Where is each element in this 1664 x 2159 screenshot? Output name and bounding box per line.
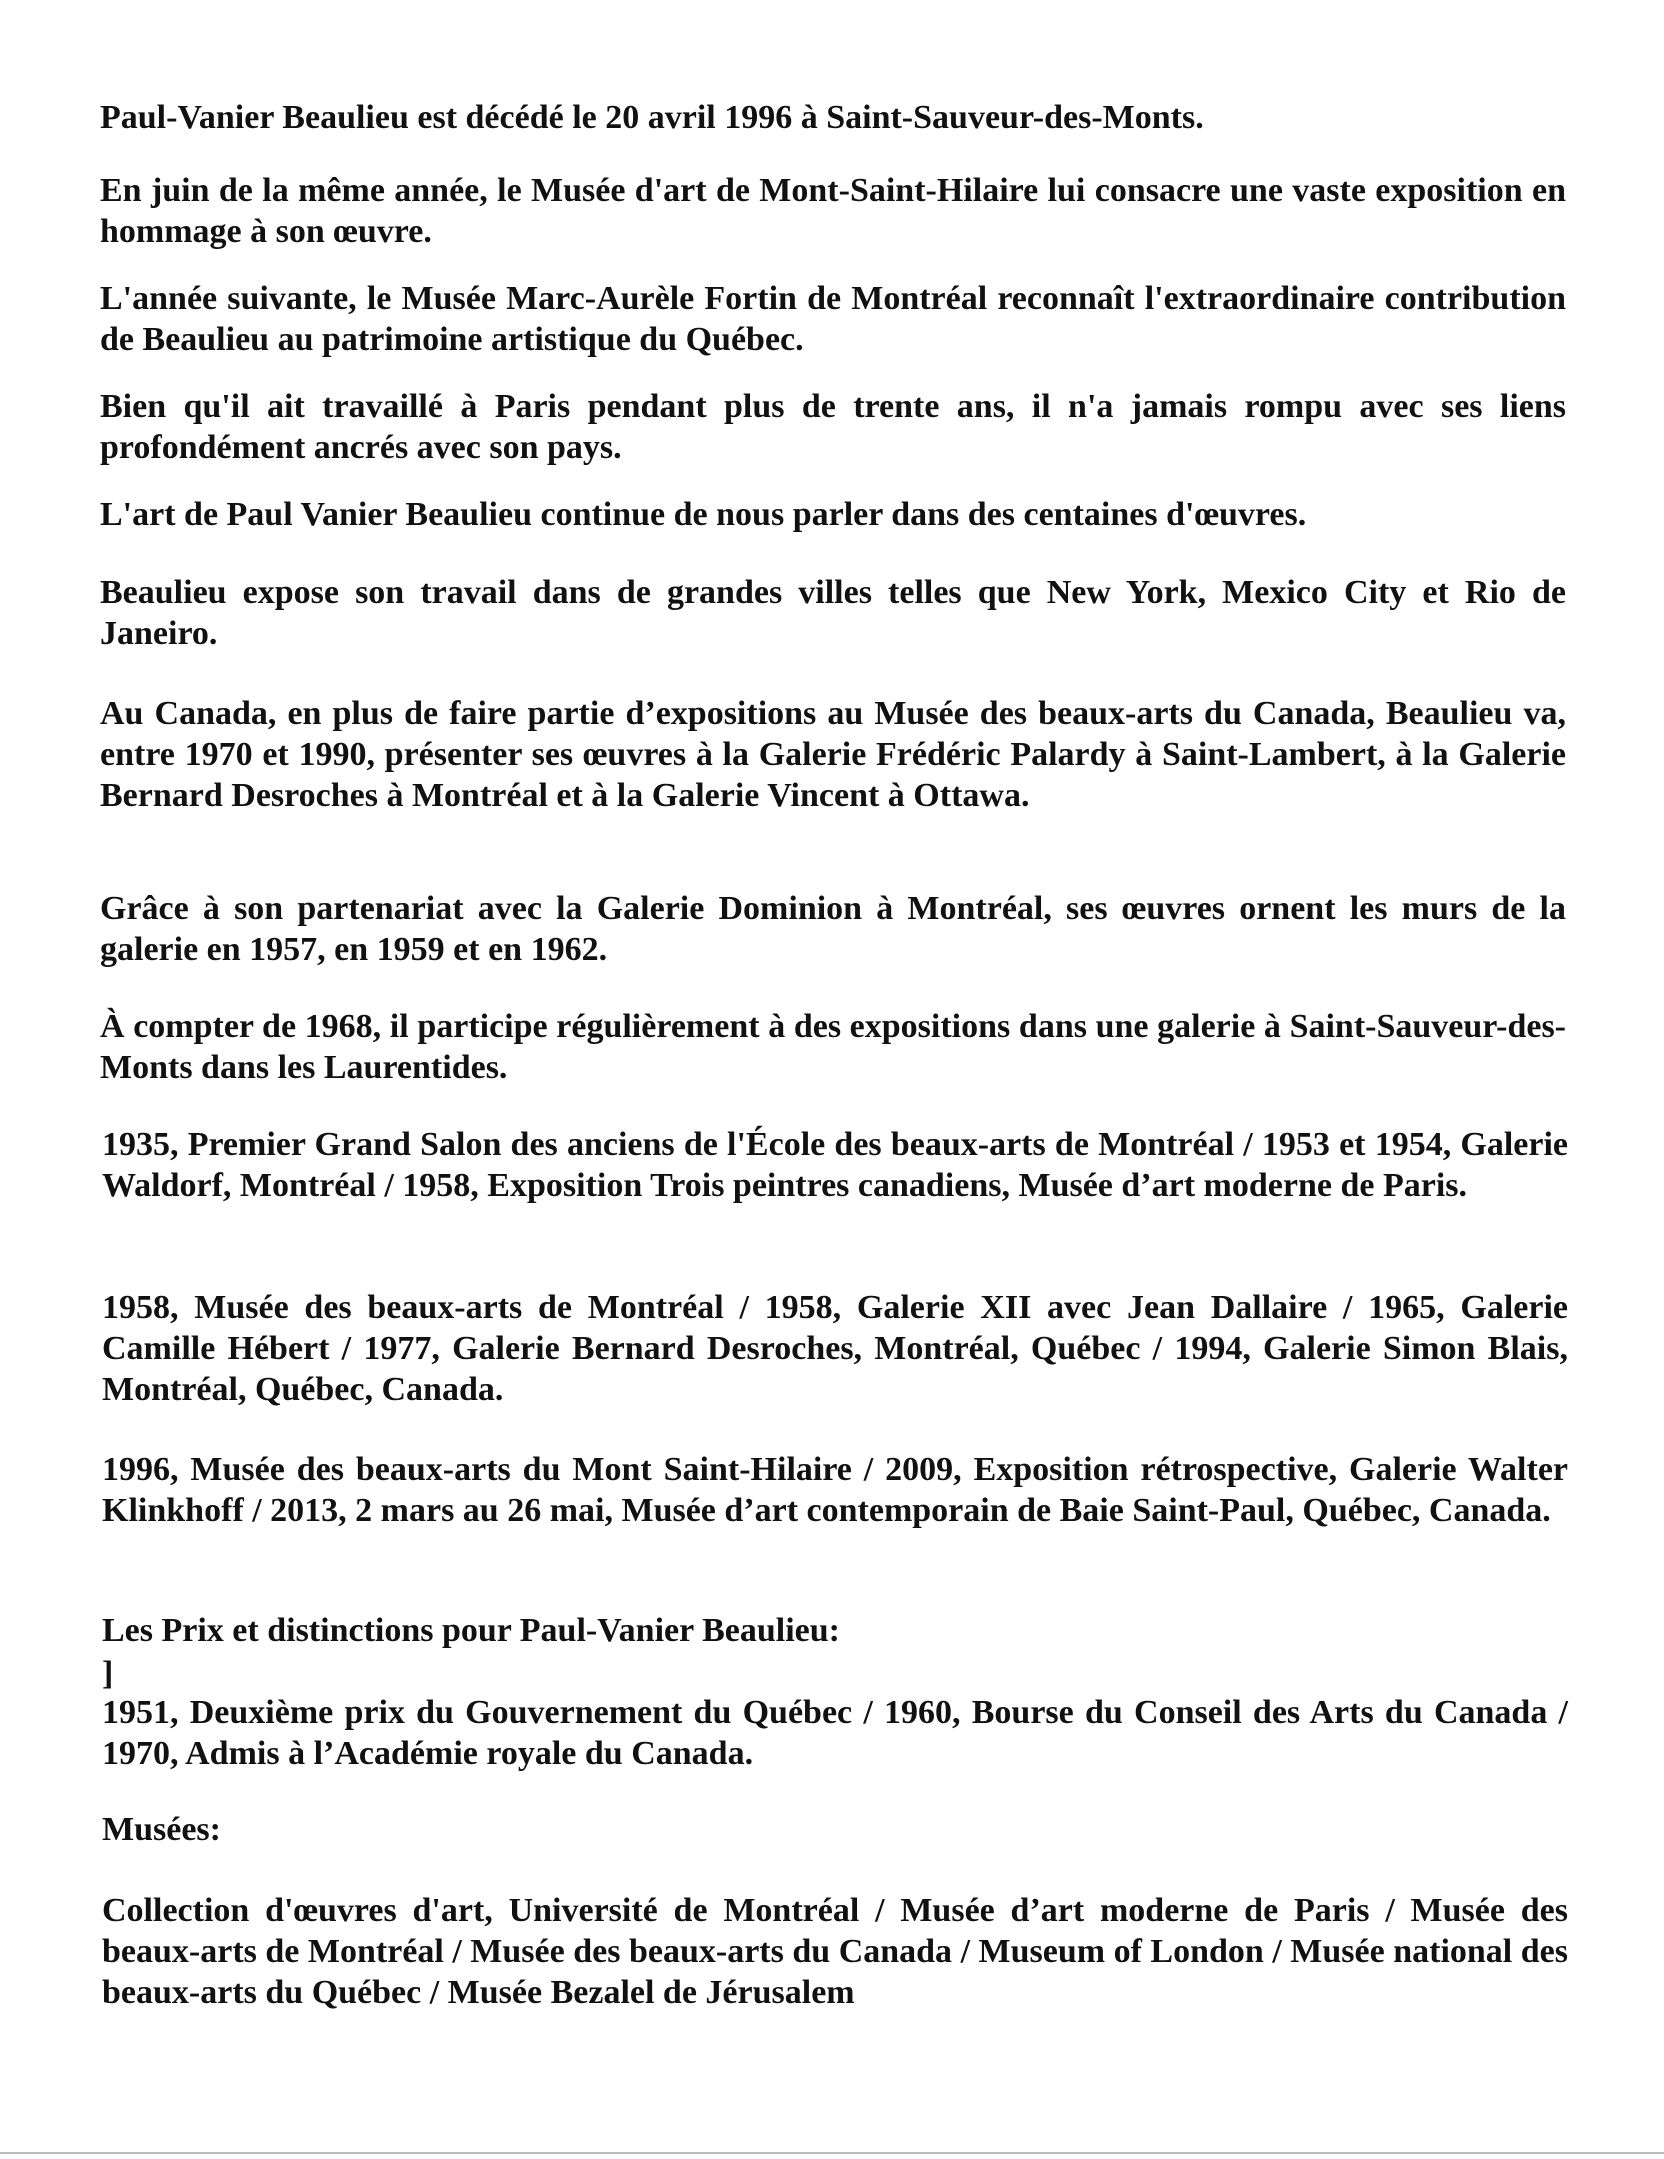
- paragraph-grandes-villes: Beaulieu expose son travail dans de grandes villes telles que New York, Mexico City et Rio de Janeiro.: [100, 574, 1566, 652]
- bottom-rule: [0, 2152, 1664, 2154]
- paragraph-hommage: En juin de la même année, le Musée d'art de Mont-Saint-Hilaire lui consacre une vaste exposition en hommage à son œuvre.: [100, 172, 1566, 250]
- bracket-mark: ]: [102, 1655, 114, 1692]
- paragraph-marc-aurele-fortin: L'année suivante, le Musée Marc-Aurèle Fortin de Montréal reconnaît l'extraordinaire contribution de Beaulieu au patrimoine artistique du Québec.: [100, 280, 1566, 358]
- paragraph-expositions-1958: 1958, Musée des beaux-arts de Montréal / 1958, Galerie XII avec Jean Dallaire / 1965, Galerie Camille Hébert / 1977, Galerie Bernard Desroches, Montréal, Québec / 1994, Galerie Simon Blais, Montréal, Québec, Canada.: [102, 1289, 1568, 1408]
- paragraph-expositions-1996: 1996, Musée des beaux-arts du Mont Saint-Hilaire / 2009, Exposition rétrospective, Galerie Walter Klinkhoff / 2013, 2 mars au 26 mai, Musée d’art contemporain de Baie Saint-Paul, Québec, Canada.: [102, 1451, 1568, 1529]
- paragraph-expositions-1935: 1935, Premier Grand Salon des anciens de l'École des beaux-arts de Montréal / 1953 et 1954, Galerie Waldorf, Montréal / 1958, Exposition Trois peintres canadiens, Musée d’art moderne de Paris.: [102, 1126, 1568, 1204]
- paragraph-deces: Paul-Vanier Beaulieu est décédé le 20 avril 1996 à Saint-Sauveur-des-Monts.: [100, 99, 1204, 136]
- prix-heading: Les Prix et distinctions pour Paul-Vanier Beaulieu:: [102, 1612, 840, 1649]
- musees-heading: Musées:: [102, 1811, 221, 1848]
- paragraph-dominion: Grâce à son partenariat avec la Galerie Dominion à Montréal, ses œuvres ornent les murs de la galerie en 1957, en 1959 et en 1962.: [100, 890, 1566, 968]
- paragraph-centaines-oeuvres: L'art de Paul Vanier Beaulieu continue de nous parler dans des centaines d'œuvres.: [100, 496, 1307, 533]
- paragraph-paris: Bien qu'il ait travaillé à Paris pendant plus de trente ans, il n'a jamais rompu avec ses liens profondément ancrés avec son pays.: [100, 388, 1566, 466]
- paragraph-prix: 1951, Deuxième prix du Gouvernement du Québec / 1960, Bourse du Conseil des Arts du Canada / 1970, Admis à l’Académie royale du Canada.: [102, 1694, 1568, 1772]
- paragraph-canada: Au Canada, en plus de faire partie d’expositions au Musée des beaux-arts du Canada, Beaulieu va, entre 1970 et 1990, présenter ses œuvres à la Galerie Frédéric Palardy à Saint-Lambert, à la Galerie Bernard Desroches à Montréal et à la Galerie Vincent à Ottawa.: [100, 695, 1566, 814]
- paragraph-musees: Collection d'œuvres d'art, Université de Montréal / Musée d’art moderne de Paris / Musée des beaux-arts de Montréal / Musée des beaux-arts du Canada / Museum of London / Musée national des beaux-arts du Québec / Musée Bezalel de Jérusalem: [102, 1892, 1568, 2011]
- paragraph-1968: À compter de 1968, il participe régulièrement à des expositions dans une galerie à Saint-Sauveur-des-Monts dans les Laurentides.: [100, 1008, 1566, 1086]
